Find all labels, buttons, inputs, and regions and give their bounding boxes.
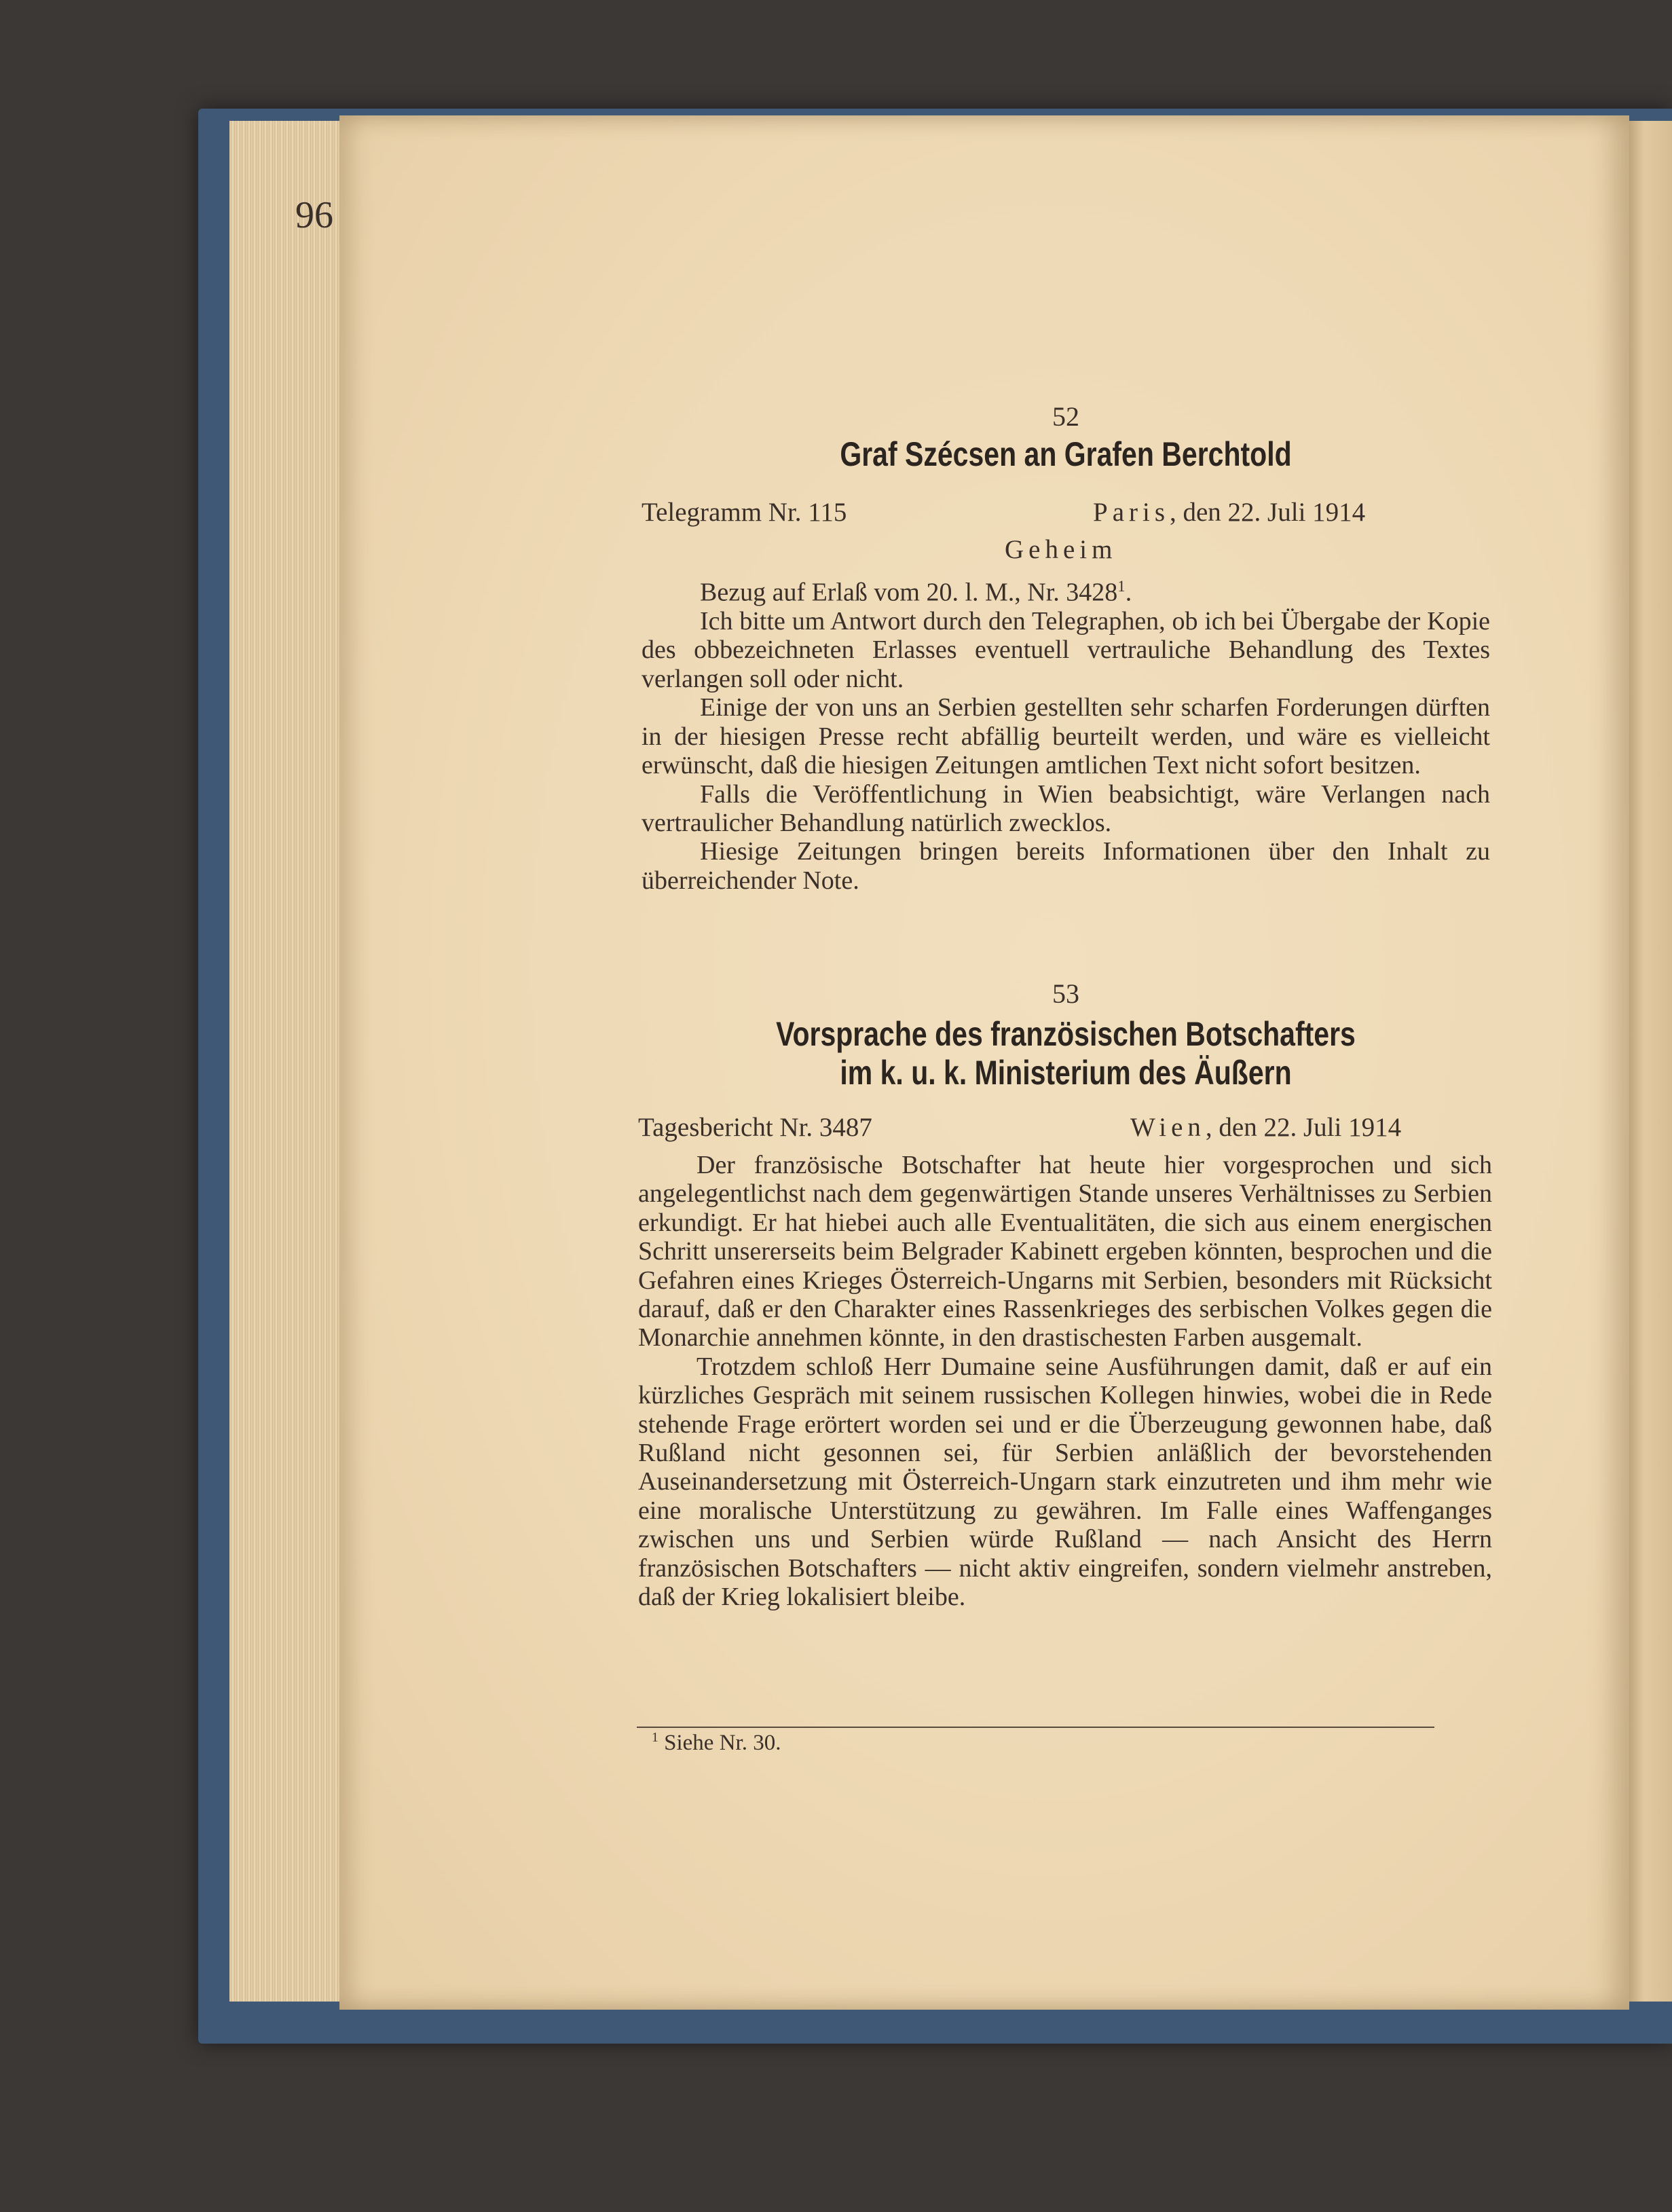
section-title-line-2: im k. u. k. Ministerium des Äußern (840, 1054, 1292, 1092)
section-number: 52 (1052, 401, 1079, 432)
place-date (1093, 497, 1365, 528)
footnote-number: 1 (652, 1730, 658, 1745)
document-type: Telegramm Nr. 115 (642, 498, 847, 527)
section-body (642, 572, 1490, 895)
paragraph: Falls die Veröffentlichung in Wien beabsichtigt, wäre Verlangen nach vertraulicher Behandlung natürlich zwecklos. (642, 779, 1490, 837)
place: Paris (1093, 498, 1170, 527)
paragraph: Einige der von uns an Serbien gestellten sehr scharfen Forderungen dürften in der hiesigen Presse recht abfällig beurteilt werden, und wäre es vielleicht erwünscht, daß die hiesigen Zeitungen amtlichen Text nicht sofort besitzen. (642, 693, 1490, 780)
document-type: Tagesbericht Nr. 3487 (638, 1113, 872, 1142)
footnote: $^1$ Siehe Nr. 30. (652, 1730, 781, 1755)
section-title-line-1: Vorsprache des französischen Botschafters (776, 1015, 1356, 1053)
paragraph: Der französische Botschafter hat heute hier vorgesprochen und sich angelegentlichst nach dem gegenwärtigen Stande unseres Verhältnisses zu Serbien erkundigt. Er hat hiebei auch alle Eventualitäten, die sich aus einem energischen Schritt unsererseits beim Belgrader Kabinett ergeben könnten, besprochen und die Gefahren eines Krieges Österreich-Ungarns mit Serbien, besonders mit Rücksicht darauf, daß er den Charakter eines Rassenkrieges des serbischen Volkes gegen die Monarchie annehmen könnte, in den drastischesten Farben ausgemalt. (638, 1151, 1492, 1352)
section-number: 53 (1052, 978, 1079, 1009)
page-number: 96 (295, 194, 333, 236)
date: , den 22. Juli 1914 (1170, 498, 1366, 527)
next-page-edge (1626, 121, 1672, 2002)
page-edges (229, 121, 345, 2002)
paragraph: Trotzdem schloß Herr Dumaine seine Ausführungen damit, daß er auf ein kürzliches Gespräch mit seinem russischen Kollegen hinwies, wobei die in Rede stehende Frage erörtert worden sei und er die Überzeugung gewonnen habe, daß Rußland nicht gesonnen sei, für Serbien anläßlich der bevorstehenden Auseinandersetzung mit Österreich-Ungarn stark einzutreten und ihm mehr wie eine moralische Unterstützung zu gewähren. Im Falle eines Waffenganges zwischen uns und Serbien würde Rußland — nach Ansicht des Herrn französischen Botschafters — nicht aktiv eingreifen, sondern vielmehr anstreben, daß der Krieg lokalisiert bleibe. (638, 1352, 1492, 1612)
place-date (1130, 1112, 1401, 1143)
paragraph: Hiesige Zeitungen bringen bereits Informationen über den Inhalt zu überreichender Note. (642, 837, 1490, 895)
date: , den 22. Juli 1914 (1205, 1113, 1402, 1142)
footnote-marker: 1 (1117, 578, 1126, 595)
classification: Geheim (1005, 535, 1117, 564)
section-title: Graf Szécsen an Grafen Berchtold (840, 435, 1292, 473)
paragraph: Ich bitte um Antwort durch den Telegraphen, ob ich bei Übergabe der Kopie des obbezeichneten Erlasses eventuell vertrauliche Behandlung des Textes verlangen soll oder nicht. (642, 607, 1490, 693)
reference-line: Bezug auf Erlaß vom 20. l. M., Nr. 3428$^1$. (700, 578, 1132, 607)
place: Wien (1130, 1113, 1206, 1142)
footnote-rule (637, 1727, 1434, 1728)
section-body (638, 1151, 1492, 1612)
